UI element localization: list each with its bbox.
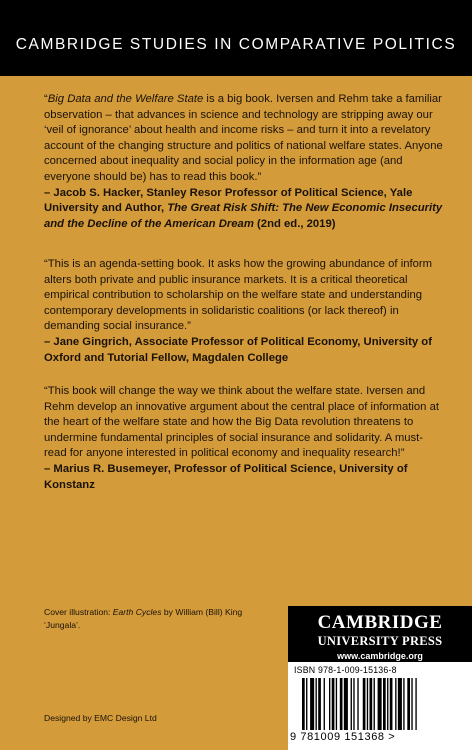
quote-attribution: – Jane Gingrich, Associate Professor of Political Economy, University of Oxford and Tutorial Fellow, Magdalen College bbox=[44, 335, 432, 364]
barcode-icon bbox=[302, 678, 462, 734]
isbn-label: ISBN 978-1-009-15136-8 bbox=[294, 665, 397, 675]
quote-text: “This is an agenda-setting book. It asks how the growing abundance of inform alters both private and public insurance markets. It is a critical theoretical empirical contribution to scholarship on the welfare state and understanding contemporary developments in solidaristic coalitions (or lack thereof) in demanding social insurance.” bbox=[44, 258, 433, 333]
series-banner bbox=[0, 0, 472, 76]
publisher-name: CAMBRIDGE bbox=[317, 612, 443, 633]
publisher-press: UNIVERSITY PRESS bbox=[317, 634, 443, 648]
isbn-barcode-block bbox=[288, 662, 472, 750]
endorsement-quote-1 bbox=[44, 92, 444, 232]
publisher-url: www.cambridge.org bbox=[337, 651, 423, 661]
series-title: CAMBRIDGE STUDIES IN COMPARATIVE POLITICS bbox=[15, 36, 457, 53]
designer-credit: Designed by EMC Design Ltd bbox=[44, 713, 157, 723]
barcode-digits: 9 781009 151368 > bbox=[290, 731, 396, 743]
quote-attribution: – Jacob S. Hacker, Stanley Resor Professor of Political Science, Yale University and Author, The Great Risk Shift: The New Economic Insecurity and the Decline of the American Dream (2nd ed., 2019) bbox=[44, 186, 443, 230]
quote-text: “Big Data and the Welfare State is a big book. Iversen and Rehm take a familiar observation – that advances in science and technology are stripping away our ‘veil of ignorance’ about health and income risks – and turn it into a revelatory account of the changing structure and politics of national welfare states. Anyone concerned about inequality and social policy in the information age (and everyone should be) has to read this book.” bbox=[44, 93, 443, 183]
quote-text: “This book will change the way we think about the welfare state. Iversen and Rehm develop an innovative argument about the central place of information at the heart of the welfare state and how the Big Data revolution threatens to undermine fundamental principles of social insurance and solidarity. A must-read for anyone interested in political economy and inequality research!” bbox=[44, 385, 440, 460]
endorsement-quote-3 bbox=[44, 384, 444, 493]
cover-illustration-credit: Cover illustration: Earth Cycles by William (Bill) King ‘Jungala’. bbox=[44, 607, 243, 630]
quote-attribution: – Marius R. Busemeyer, Professor of Political Science, University of Konstanz bbox=[44, 462, 408, 491]
endorsement-quote-2 bbox=[44, 257, 444, 366]
